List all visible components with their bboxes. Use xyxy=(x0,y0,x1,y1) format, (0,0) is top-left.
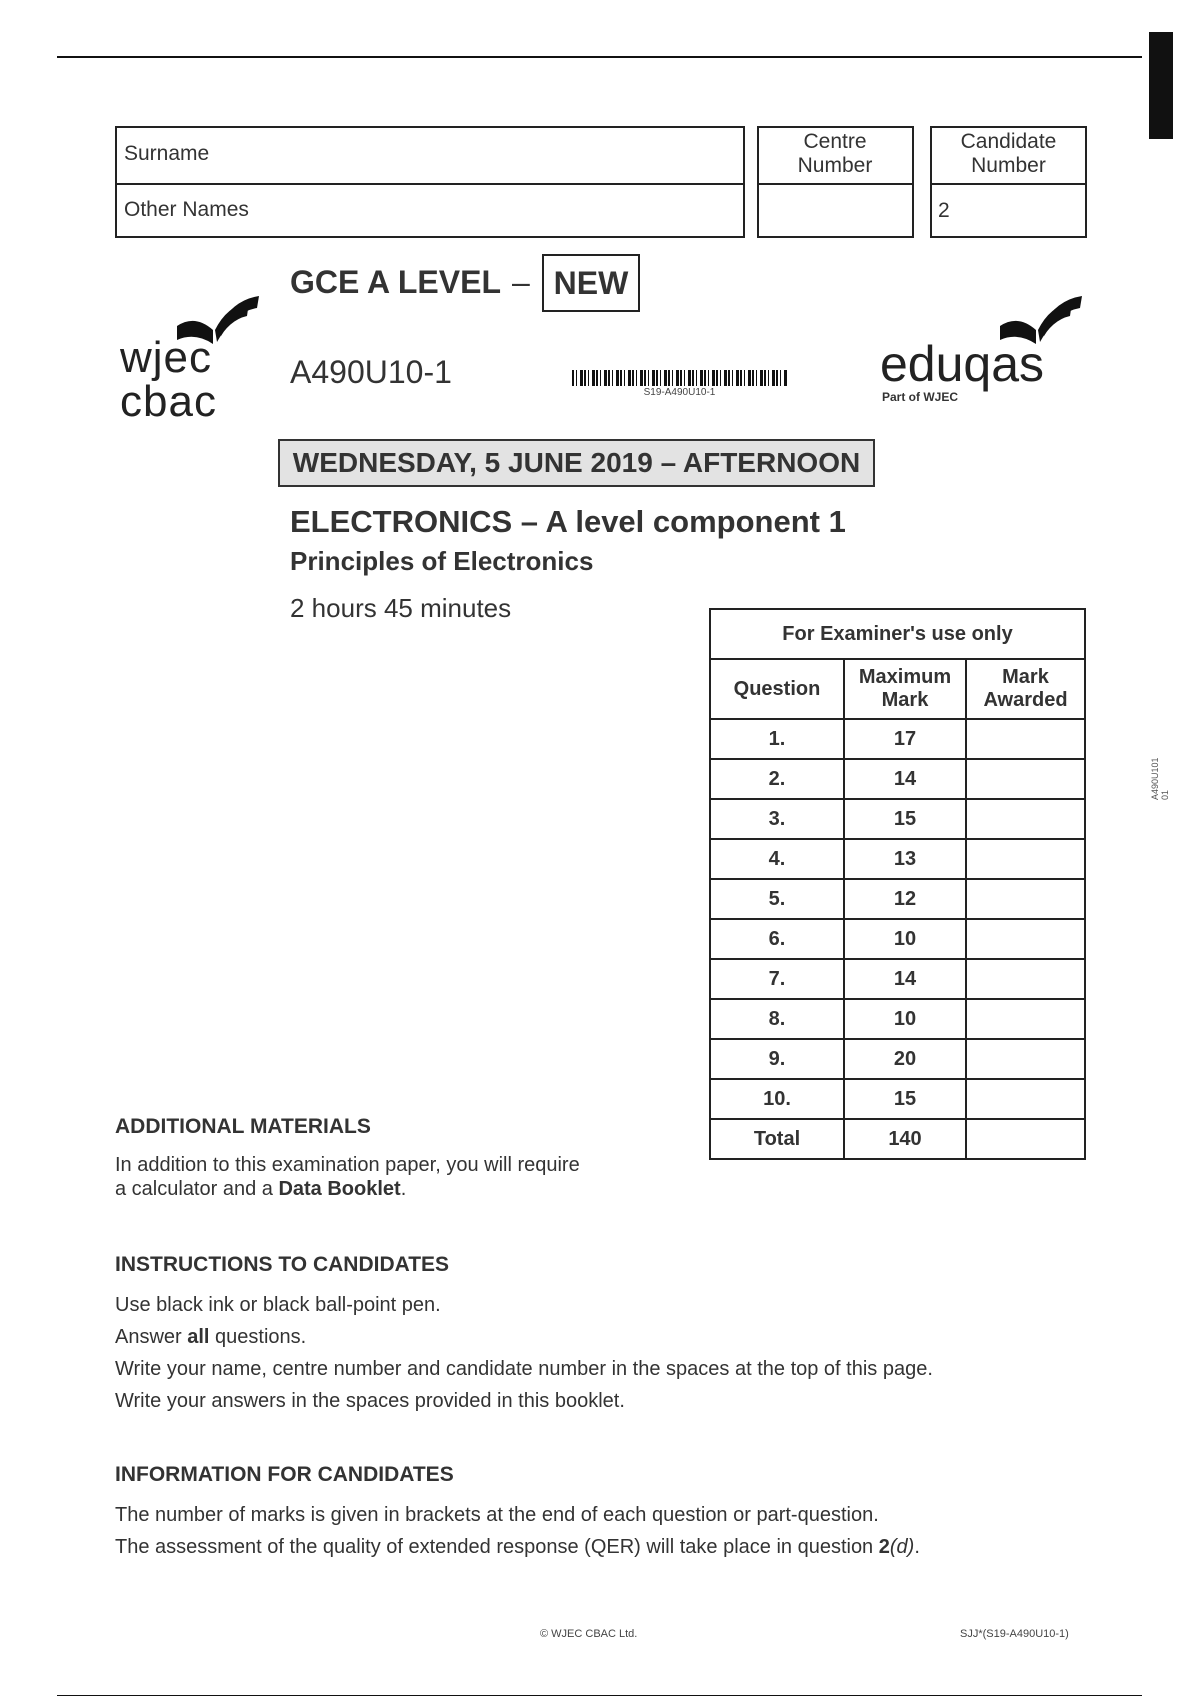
candidate-number-label: Candidate Number xyxy=(960,130,1057,177)
total-row xyxy=(710,1119,1085,1159)
max-mark: 13 xyxy=(844,839,966,879)
eduqas-logo xyxy=(880,296,1090,406)
information-text: The assessment of the quality of extended response (QER) will take place in question xyxy=(115,1536,879,1558)
new-badge: NEW xyxy=(542,254,640,312)
mark-awarded-cell[interactable] xyxy=(966,1079,1085,1119)
max-mark: 17 xyxy=(844,719,966,759)
additional-materials-text xyxy=(115,1153,585,1201)
max-mark: 10 xyxy=(844,999,966,1039)
candidate-number-value: 2 xyxy=(938,199,950,222)
instruction-line xyxy=(115,1321,1115,1353)
exam-duration: 2 hours 45 minutes xyxy=(290,593,512,623)
table-row xyxy=(710,719,1085,759)
instruction-line: Use black ink or black ball-point pen. xyxy=(115,1294,441,1316)
max-mark: 20 xyxy=(844,1039,966,1079)
max-mark: 12 xyxy=(844,879,966,919)
col-max-mark: Maximum Mark xyxy=(844,659,966,719)
information-line: The number of marks is given in brackets at the end of each question or part-question. xyxy=(115,1504,879,1526)
mark-awarded-cell[interactable] xyxy=(966,919,1085,959)
instructions-title: INSTRUCTIONS TO CANDIDATES xyxy=(115,1253,450,1276)
table-row xyxy=(710,759,1085,799)
paper-title: Principles of Electronics xyxy=(290,546,594,576)
mark-awarded-cell[interactable] xyxy=(966,799,1085,839)
instruction-text: Answer xyxy=(115,1326,188,1348)
instruction-line: Write your name, centre number and candidate number in the spaces at the top of this page. xyxy=(115,1358,933,1380)
exam-date: WEDNESDAY, 5 JUNE 2019 – AFTERNOON xyxy=(278,439,875,487)
qualification-level: GCE A LEVEL xyxy=(290,264,501,300)
data-booklet-bold: Data Booklet xyxy=(278,1178,401,1200)
mark-awarded-cell[interactable] xyxy=(966,759,1085,799)
additional-materials-text-start: In addition to this examination paper, you will require a calculator and a xyxy=(115,1154,580,1200)
information-list xyxy=(115,1499,1115,1563)
col-question: Question xyxy=(710,659,844,719)
instruction-line: Write your answers in the spaces provided in this booklet. xyxy=(115,1390,625,1412)
instruction-text: questions. xyxy=(209,1326,307,1348)
max-mark: 10 xyxy=(844,919,966,959)
question-number: 8. xyxy=(710,999,844,1039)
max-mark: 15 xyxy=(844,1079,966,1119)
total-awarded-cell[interactable] xyxy=(966,1119,1085,1159)
subject-title: ELECTRONICS – A level component 1 xyxy=(290,504,846,539)
mark-awarded-cell[interactable] xyxy=(966,879,1085,919)
eduqas-tagline: Part of WJEC xyxy=(882,390,959,404)
additional-materials-text-end: . xyxy=(400,1178,407,1200)
centre-number-label: Centre Number xyxy=(797,130,873,177)
paper-reference: SJJ*(S19-A490U10-1) xyxy=(960,1628,1069,1640)
question-number: 3. xyxy=(710,799,844,839)
eduqas-logo-text: eduqas xyxy=(880,336,1045,392)
top-rule xyxy=(57,56,1142,58)
mark-awarded-cell[interactable] xyxy=(966,839,1085,879)
side-code: A490U101 01 xyxy=(1150,757,1170,800)
mark-awarded-cell[interactable] xyxy=(966,959,1085,999)
instructions-list xyxy=(115,1289,1115,1417)
mark-awarded-cell[interactable] xyxy=(966,719,1085,759)
table-row xyxy=(710,879,1085,919)
mark-awarded-cell[interactable] xyxy=(966,999,1085,1039)
question-number: 2. xyxy=(710,759,844,799)
table-row xyxy=(710,839,1085,879)
wjec-logo-text: wjec xyxy=(120,333,213,382)
surname-label: Surname xyxy=(124,142,210,165)
other-names-label: Other Names xyxy=(124,198,249,221)
wjec-logo xyxy=(120,296,260,426)
total-label: Total xyxy=(710,1119,844,1159)
table-row xyxy=(710,919,1085,959)
cbac-logo-text: cbac xyxy=(120,377,217,426)
col-mark-awarded: Mark Awarded xyxy=(966,659,1085,719)
bottom-rule xyxy=(57,1695,1142,1696)
table-row xyxy=(710,1079,1085,1119)
barcode-text: S19-A490U10-1 xyxy=(643,387,716,398)
question-number: 4. xyxy=(710,839,844,879)
max-mark: 15 xyxy=(844,799,966,839)
question-number: 5. xyxy=(710,879,844,919)
candidate-number-box[interactable] xyxy=(930,183,1087,238)
copyright: © WJEC CBAC Ltd. xyxy=(540,1628,638,1640)
question-number: 9. xyxy=(710,1039,844,1079)
examiner-table-title: For Examiner's use only xyxy=(710,609,1085,659)
table-row xyxy=(710,999,1085,1039)
question-number: 1. xyxy=(710,719,844,759)
max-mark: 14 xyxy=(844,759,966,799)
paper-code: A490U10-1 xyxy=(290,354,452,390)
question-number: 6. xyxy=(710,919,844,959)
mark-awarded-cell[interactable] xyxy=(966,1039,1085,1079)
information-text: . xyxy=(914,1536,920,1558)
question-number: 7. xyxy=(710,959,844,999)
additional-materials-title: ADDITIONAL MATERIALS xyxy=(115,1115,371,1138)
table-row xyxy=(710,799,1085,839)
information-bold: 2 xyxy=(878,1536,890,1558)
side-tab-marker xyxy=(1149,32,1173,139)
examiner-table xyxy=(709,608,1086,1160)
table-row xyxy=(710,959,1085,999)
total-value: 140 xyxy=(844,1119,966,1159)
question-number: 10. xyxy=(710,1079,844,1119)
table-row xyxy=(710,1039,1085,1079)
barcode xyxy=(572,370,787,386)
max-mark: 14 xyxy=(844,959,966,999)
information-title: INFORMATION FOR CANDIDATES xyxy=(115,1463,454,1486)
surname-box[interactable] xyxy=(115,126,745,185)
level-dash: – xyxy=(512,264,530,300)
instruction-bold: all xyxy=(187,1326,210,1348)
information-italic: (d) xyxy=(889,1536,915,1558)
information-line xyxy=(115,1531,1115,1563)
centre-number-box[interactable] xyxy=(757,183,914,238)
